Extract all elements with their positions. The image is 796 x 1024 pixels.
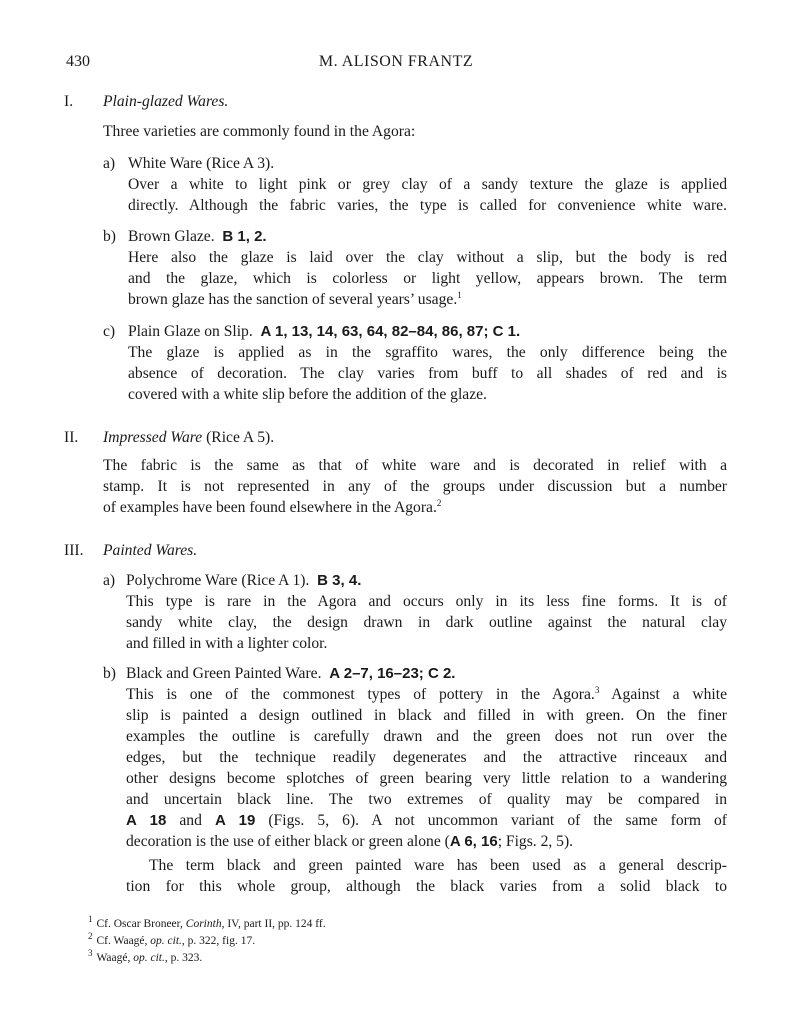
section-title-2: Impressed Ware: [103, 429, 203, 446]
item-label-1c: c): [103, 323, 116, 340]
item-title-3b: Black and Green Painted Ware.: [126, 665, 322, 682]
item-heading-1b: [128, 226, 267, 247]
footnote-2: [88, 931, 256, 948]
paragraph-line: [128, 289, 462, 310]
paragraph-text: brown glaze has the sanction of several years’ usage.: [128, 291, 458, 308]
page-number: 430: [66, 53, 90, 70]
section-title-3: Painted Wares.: [103, 542, 198, 559]
catalog-refs-1b: B 1, 2.: [222, 228, 267, 245]
item-label-1a: a): [103, 155, 116, 172]
paragraph-line: This type is rare in the Agora and occurs only in its less fine forms. It is of: [126, 593, 727, 610]
paragraph-line: other designs become splotches of green bearing very little relation to a wandering: [126, 770, 727, 787]
paragraph-line: and filled in with a lighter color.: [126, 635, 328, 652]
paragraph-text: decoration is the use of either black or green alone (: [126, 833, 450, 850]
paragraph-line: [126, 810, 727, 831]
footnote-3: [88, 948, 203, 965]
paragraph-line: stamp. It is not represented in any of the groups under discussion but a number: [103, 478, 727, 495]
catalog-ref: A 6, 16: [449, 833, 498, 850]
paragraph-line: [126, 684, 727, 705]
footnote-ref: 2: [436, 497, 442, 508]
paragraph-text: of examples have been found elsewhere in the Agora.: [103, 499, 437, 516]
paragraph-line: and the glaze, which is colorless or light yellow, appears brown. The term: [128, 270, 727, 287]
section-heading-2: [103, 427, 274, 448]
footnote-ref: 1: [457, 289, 462, 300]
paragraph-text: and: [166, 812, 215, 829]
section-number-1: I.: [64, 93, 74, 110]
item-heading-3b: [126, 663, 455, 684]
paragraph-text: This is one of the commonest types of pottery in the Agora.: [126, 686, 595, 703]
paragraph-text: ; Figs. 2, 5).: [497, 833, 574, 850]
catalog-ref: A 18: [126, 812, 167, 829]
item-label-1b: b): [103, 228, 116, 245]
paragraph-line: slip is painted a design outlined in black and filled in with green. On the finer: [126, 707, 727, 724]
catalog-refs-3a: B 3, 4.: [317, 572, 362, 589]
paragraph-line: and uncertain black line. The two extremes of quality may be compared in: [126, 791, 727, 808]
page-header: [66, 53, 726, 77]
item-title-1a: White Ware (Rice A 3).: [128, 155, 275, 172]
item-title-1c: Plain Glaze on Slip.: [128, 323, 253, 340]
paragraph-text: (Figs. 5, 6). A not uncommon variant of the same form of: [255, 812, 728, 829]
section-number-3: III.: [64, 542, 84, 559]
section-intro-1: Three varieties are commonly found in the Agora:: [103, 123, 416, 140]
paragraph-line: Over a white to light pink or grey clay of a sandy texture the glaze is applied: [128, 176, 727, 193]
section-number-2: II.: [64, 429, 79, 446]
footnote-italic: Corinth: [185, 918, 222, 930]
footnote-mark: 1: [88, 914, 93, 925]
paragraph-line: sandy white clay, the design drawn in dark outline against the natural clay: [126, 614, 727, 631]
footnote-1: [88, 914, 326, 931]
paragraph-line: [103, 497, 441, 518]
item-label-3a: a): [103, 572, 116, 589]
paragraph-line: examples the outline is carefully drawn and the green does not run over the: [126, 728, 727, 745]
item-label-3b: b): [103, 665, 116, 682]
running-head: M. ALISON FRANTZ: [318, 53, 474, 70]
item-heading-1c: [128, 321, 520, 342]
item-heading-3a: [126, 570, 361, 591]
footnote-text: Cf. Oscar Broneer,: [96, 918, 186, 930]
paragraph-line: The fabric is the same as that of white ware and is decorated in relief with a: [103, 457, 727, 474]
paragraph-line: absence of decoration. The clay varies from buff to all shades of red and is: [128, 365, 727, 382]
paragraph-line: The glaze is applied as in the sgraffito wares, the only difference being the: [128, 344, 727, 361]
footnote-text: Cf. Waagé,: [96, 935, 151, 947]
paragraph-line: covered with a white slip before the addition of the glaze.: [128, 386, 487, 403]
footnote-mark: 3: [88, 948, 93, 959]
footnote-text: Waagé,: [96, 952, 134, 964]
section-title-2-rest: (Rice A 5).: [206, 429, 275, 446]
paragraph-text: Against a white: [599, 686, 727, 703]
paragraph-line: tion for this whole group, although the black varies from a solid black to: [126, 878, 727, 895]
footnote-ref: 3: [594, 684, 600, 695]
catalog-ref: A 19: [214, 812, 256, 829]
catalog-refs-3b: A 2–7, 16–23; C 2.: [329, 665, 456, 682]
paragraph-line: Here also the glaze is laid over the clay without a slip, but the body is red: [128, 249, 727, 266]
section-title-1: Plain-glazed Wares.: [103, 93, 229, 110]
catalog-refs-1c: A 1, 13, 14, 63, 64, 82–84, 86, 87; C 1.: [260, 323, 521, 340]
paragraph-line: [126, 831, 573, 852]
footnote-text: , p. 322, fig. 17.: [181, 935, 256, 947]
item-title-3a: Polychrome Ware (Rice A 1).: [126, 572, 310, 589]
paragraph-line: edges, but the technique readily degenerates and the attractive rinceaux and: [126, 749, 727, 766]
footnote-italic: op. cit.: [150, 935, 182, 947]
paragraph-line: The term black and green painted ware has been used as a general descrip-: [149, 857, 727, 874]
footnote-text: , p. 323.: [164, 952, 203, 964]
footnote-text: , IV, part II, pp. 124 ff.: [221, 918, 326, 930]
footnote-italic: op. cit.: [133, 952, 165, 964]
footnote-mark: 2: [88, 931, 93, 942]
paragraph-line: directly. Although the fabric varies, the type is called for convenience white ware.: [128, 197, 727, 214]
item-title-1b: Brown Glaze.: [128, 228, 215, 245]
